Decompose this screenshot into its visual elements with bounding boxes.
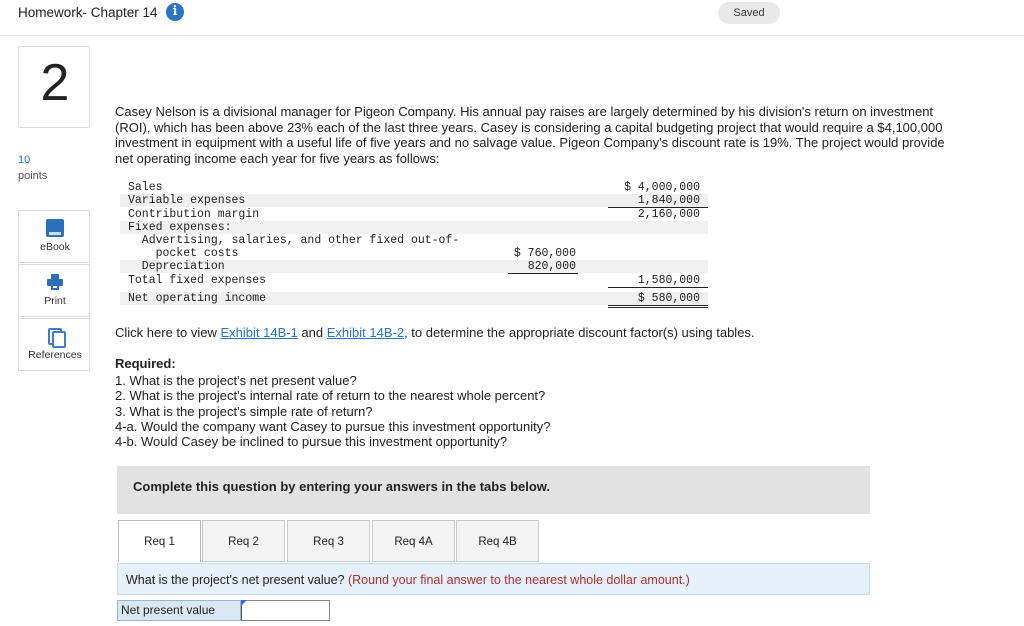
instructions-banner (117, 466, 870, 514)
req1-question (126, 573, 690, 587)
row-label: Advertising, salaries, and other fixed out-of- (128, 234, 460, 247)
tab-req-2[interactable]: Req 2 (202, 520, 285, 562)
tab-req-4a[interactable]: Req 4A (372, 520, 455, 562)
double-underline (608, 307, 708, 308)
statement-row-advertising (120, 234, 708, 247)
required-item: 2. What is the project's internal rate of return to the nearest whole percent? (115, 388, 546, 404)
row-amount: $ 4,000,000 (624, 181, 700, 194)
question-number-box (18, 46, 90, 128)
row-amount: 1,580,000 (637, 274, 700, 287)
req1-question-text: What is the project's net present value? (126, 573, 348, 587)
input-flag-icon (241, 600, 247, 606)
statement-row-pocket-costs (120, 247, 708, 260)
row-label: Contribution margin (128, 208, 260, 221)
npv-input[interactable] (241, 600, 330, 621)
underline (508, 273, 578, 274)
statement-row-variable-expenses (120, 194, 708, 207)
instructions-text: Complete this question by entering your answers in the tabs below. (133, 479, 551, 494)
book-icon (46, 219, 64, 237)
statement-row-depreciation (120, 260, 708, 273)
assignment-title: Homework- Chapter 14 (18, 5, 158, 20)
row-label: Sales (128, 181, 163, 194)
points-label: points (18, 170, 48, 182)
statement-row-total-fixed-expenses (120, 274, 708, 287)
exhibit-instructions (115, 325, 755, 340)
printer-icon (46, 273, 64, 291)
row-label: Total fixed expenses (128, 274, 267, 287)
points-value: 10 (18, 154, 31, 166)
statement-row-net-operating-income (120, 292, 708, 305)
row-label: Depreciation (128, 260, 225, 273)
row-amount: $ 580,000 (637, 292, 700, 305)
row-amount: 2,160,000 (637, 208, 700, 221)
row-amount: 1,840,000 (637, 194, 700, 207)
ebook-button[interactable] (18, 210, 90, 263)
references-button[interactable] (18, 318, 90, 371)
tab-req-4b[interactable]: Req 4B (456, 520, 539, 562)
tab-req-1[interactable]: Req 1 (118, 520, 201, 562)
references-label: References (28, 349, 82, 361)
info-icon[interactable]: i (166, 3, 184, 21)
ebook-label: eBook (40, 241, 70, 253)
exhibit-14b-2-link[interactable]: Exhibit 14B-2 (326, 325, 405, 340)
tab-req-3[interactable]: Req 3 (287, 520, 370, 562)
required-heading: Required: (115, 356, 176, 371)
problem-statement: Casey Nelson is a divisional manager for Pigeon Company. His annual pay raises are largely determined by his division's return on investment (ROI), which has been above 23% each of the last three years. Casey is considering a capital budgeting project that would require a $4,100,000 investment in equipment with a useful life of five years and no salvage value. Pigeon Company's discount rate is 19%. The project would provide net operating income each year for five years as follows: (115, 104, 945, 166)
statement-row-fixed-expenses-heading (120, 221, 708, 234)
row-label: Fixed expenses: (128, 221, 232, 234)
exhibit-middle: and (297, 325, 327, 340)
statement-row-contribution-margin (120, 208, 708, 221)
underline (608, 305, 708, 306)
required-list (115, 373, 551, 449)
underline (608, 207, 708, 208)
row-amount: $ 760,000 (513, 247, 576, 260)
row-label: pocket costs (128, 247, 239, 260)
row-amount: 820,000 (527, 260, 576, 273)
row-label: Net operating income (128, 292, 267, 305)
print-label: Print (44, 295, 66, 307)
exhibit-14b-1-link[interactable]: Exhibit 14B-1 (220, 325, 298, 340)
required-item: 1. What is the project's net present value? (115, 373, 357, 388)
required-item: 3. What is the project's simple rate of return? (115, 403, 373, 419)
underline (608, 287, 708, 288)
exhibit-prefix: Click here to view (115, 325, 221, 340)
req1-rounding-note: (Round your final answer to the nearest whole dollar amount.) (347, 573, 690, 587)
required-item: 4-b. Would Casey be inclined to pursue this investment opportunity? (115, 434, 508, 450)
saved-status-badge: Saved (718, 2, 780, 24)
exhibit-suffix: , to determine the appropriate discount factor(s) using tables. (404, 325, 755, 340)
top-bar (0, 0, 1024, 36)
references-icon (46, 327, 64, 345)
statement-row-sales (120, 181, 708, 194)
question-number: 2 (40, 54, 70, 112)
req1-question-bar (117, 563, 870, 595)
npv-label: Net present value (117, 600, 241, 621)
row-label: Variable expenses (128, 194, 246, 207)
required-item: 4-a. Would the company want Casey to pursue this investment opportunity? (115, 418, 551, 434)
print-button[interactable] (18, 264, 90, 317)
